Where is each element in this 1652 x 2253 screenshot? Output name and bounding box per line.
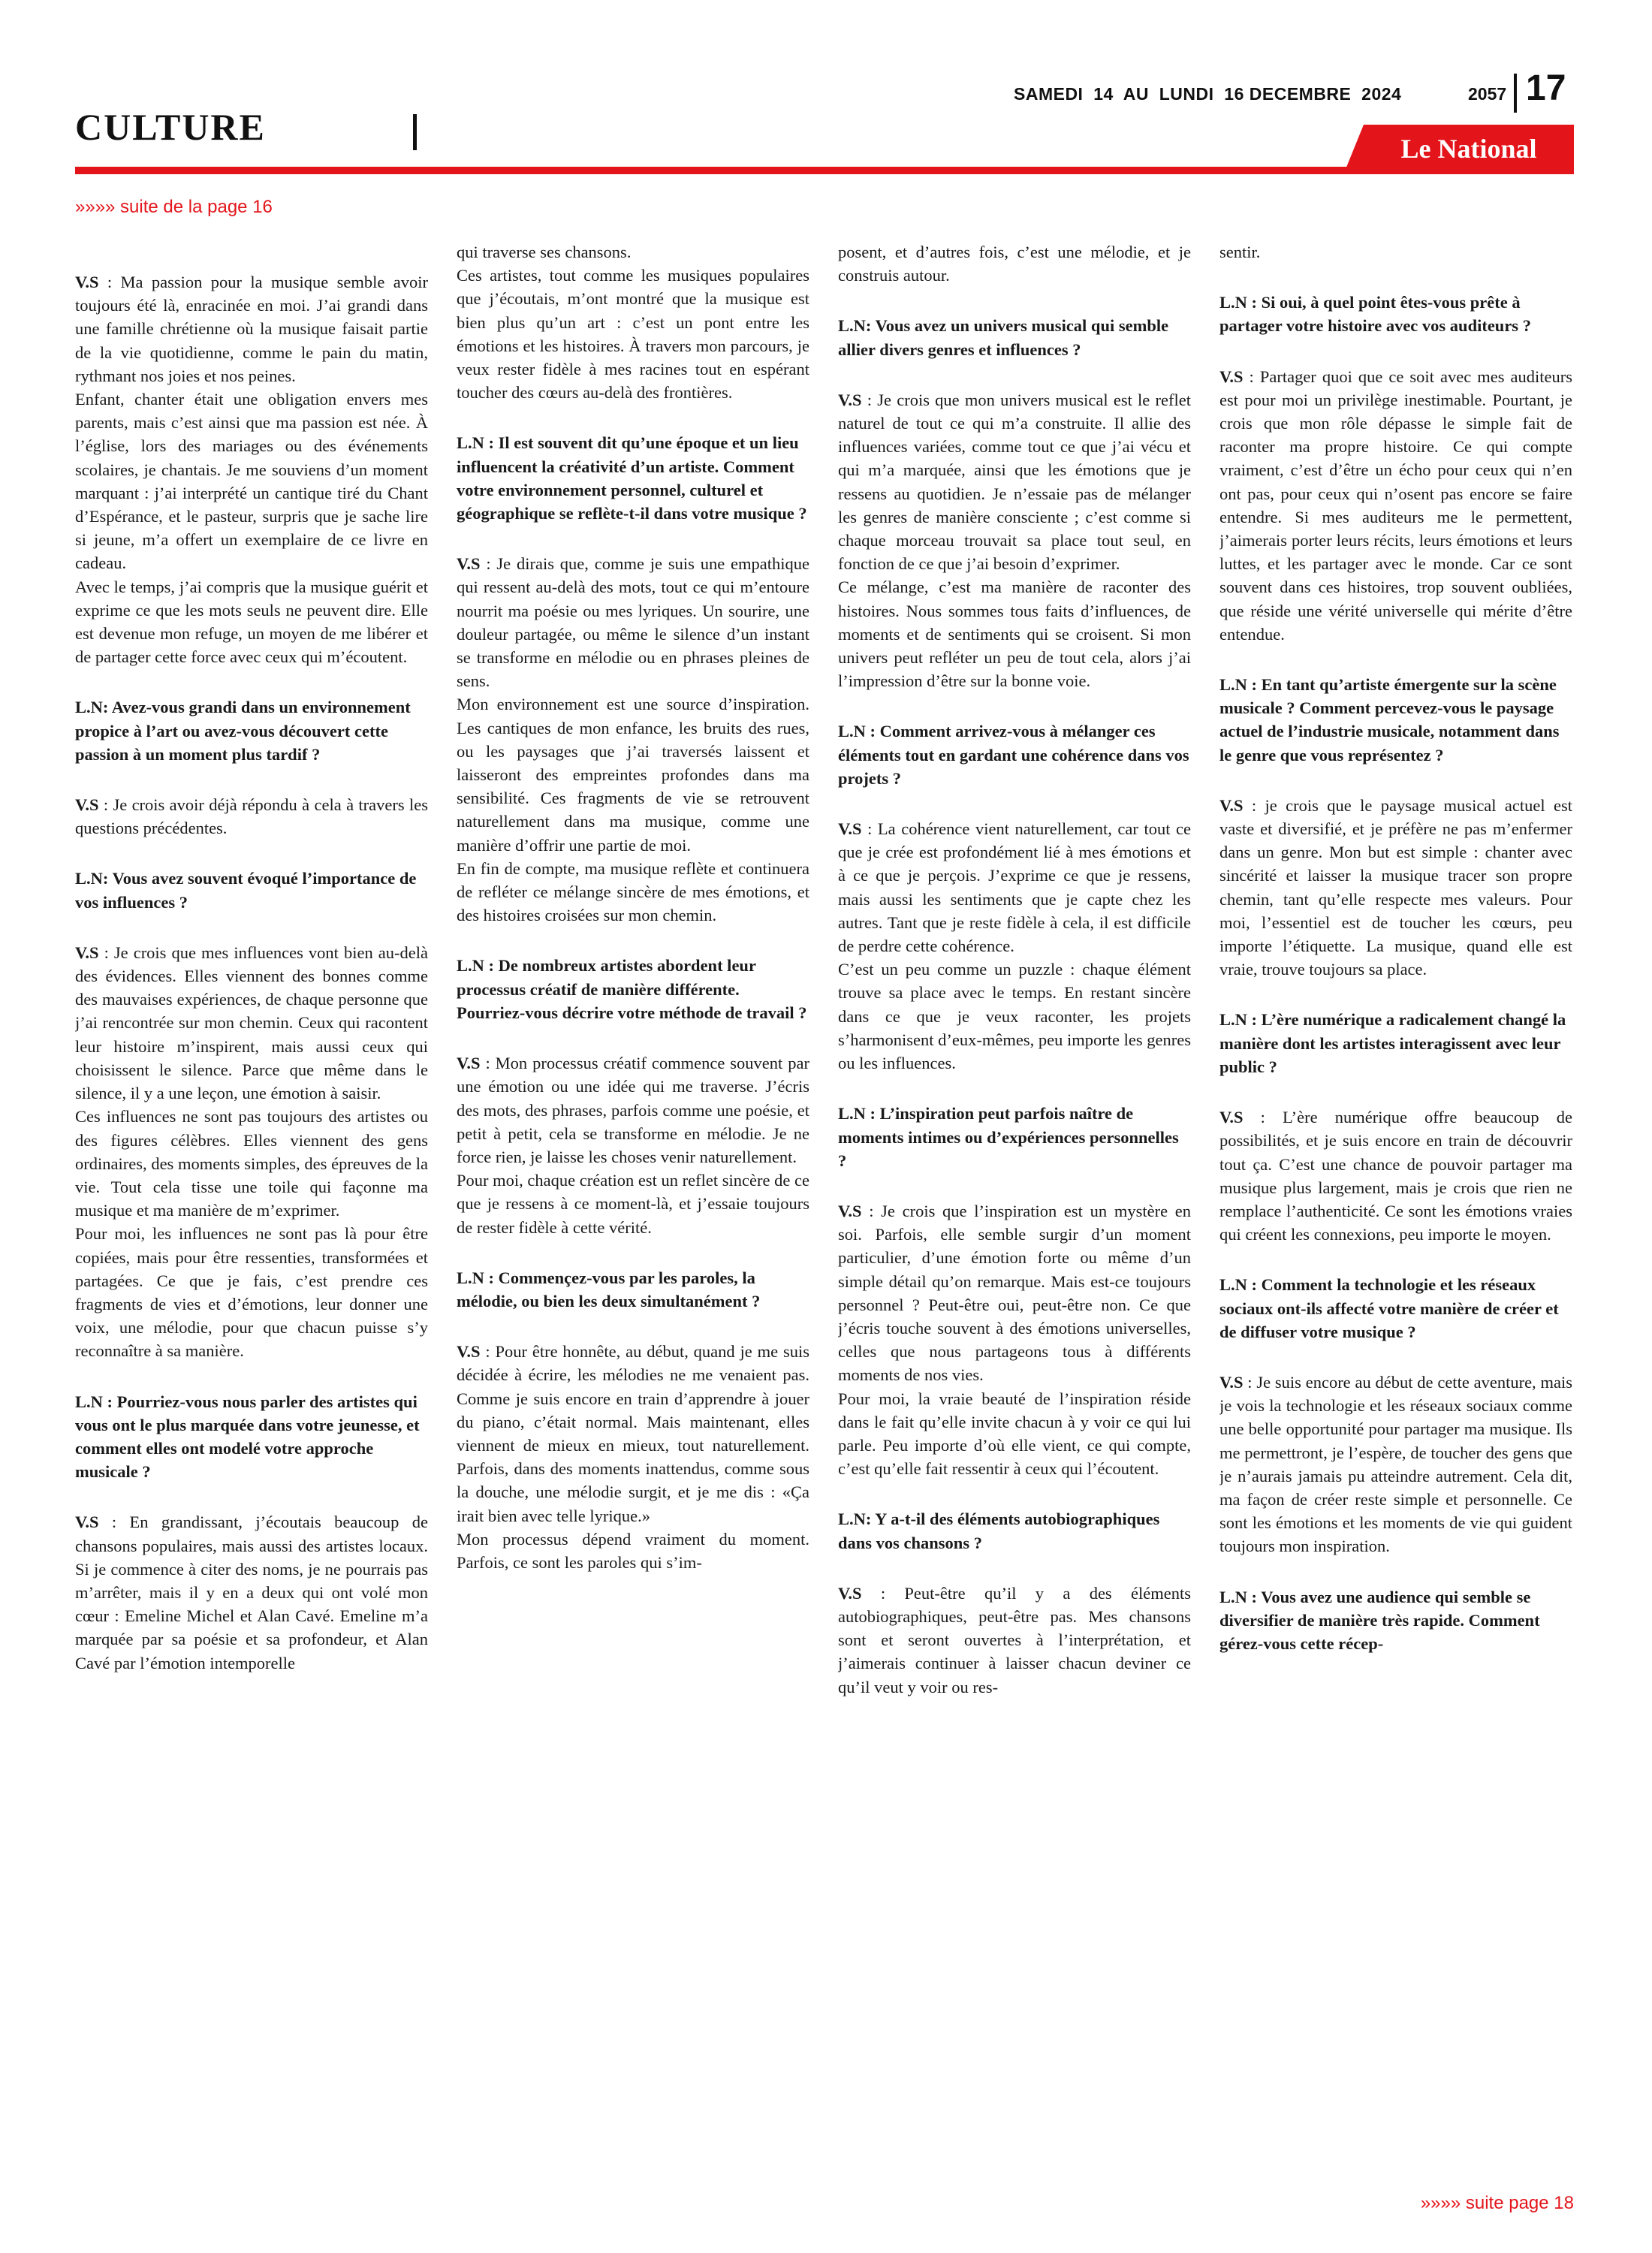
speaker-label: V.S xyxy=(838,1201,862,1220)
speaker-label: V.S xyxy=(75,273,99,291)
speaker-label: V.S xyxy=(75,943,99,962)
continued-from-link[interactable]: »»»» suite de la page 16 xyxy=(75,197,273,217)
answer-text: Je dirais que, comme je suis une empathique qui ressent au-delà des mots, tout ce qui m’entoure nourrit ma poésie ou mes lyriques. Un sourire, une douleur partagée, ou même le silence d’un instant se transforme en mélodie ou en phrases pleines de sens. xyxy=(457,554,809,691)
answer-text: Je crois avoir déjà répondu à cela à travers les questions précédentes. xyxy=(75,795,428,838)
speaker-label: V.S xyxy=(1219,366,1244,386)
answer-text: Je suis encore au début de cette aventure, mais je vois la technologie et les réseaux sociaux comme une belle opportunité pour partager ma musique. Ils me permettront, je l’espère, de toucher des gens que je n’aurais jamais pu atteindre autrement. Cela dit, ma façon de créer reste simple et personnelle. Ce sont les émotions et les moments de vie qui guident toujours mon inspiration. xyxy=(1219,1372,1572,1556)
header-rule xyxy=(75,167,1574,174)
interview-question: L.N : Vous avez une audience qui semble se diversifier de manière très rapide. Comment gérez-vous cette récep- xyxy=(1219,1587,1540,1653)
interview-question: L.N : Il est souvent dit qu’une époque et un lieu influencent la créativité d’un artiste. Comment votre environnement personnel, culturel et géographique se reflète-t-il dans votre musique ? xyxy=(457,433,807,523)
article-paragraph: Mon environnement est une source d’inspiration. Les cantiques de mon enfance, les bruits des rues, ou les paysages que j’ai traversés laissent et laisseront des empreintes profondes dans ma sensibilité. Ces fragments de vie se retrouvent naturellement dans ma musique, comme une manière d’offrir une partie de moi. xyxy=(457,695,809,855)
speaker-separator: : xyxy=(98,273,121,291)
issue-date: SAMEDI 14 AU LUNDI 16 DECEMBRE 2024 xyxy=(1014,84,1402,104)
speaker-separator: : xyxy=(480,1342,496,1362)
speaker-separator: : xyxy=(1243,1372,1257,1392)
interview-answer xyxy=(838,388,1191,576)
answer-text: Partager quoi que ce soit avec mes auditeurs est pour moi un privilège inestimable. Pourtant, je crois que mon rôle dépasse le simple fait de raconter ma propre histoire. Ce qui compte vraiment, c’est d’être un écho pour ceux qui n’en ont pas, pour ceux qui n’osent pas encore se faire entendre. Si mes auditeurs me le permettent, j’aimerais porter leurs récits, leurs émotions et leurs luttes, et les partager avec le monde. Car ce sont souvent dans ces histoires, trop souvent oubliées, que réside une vérité universelle qui mérite d’être entendue. xyxy=(1219,366,1572,644)
article-paragraph: Pour moi, chaque création est un reflet sincère de ce que je ressens à ce moment-là, et j’essaie toujours de rester fidèle à cette vérité. xyxy=(457,1171,809,1237)
section-title: CULTURE xyxy=(75,106,266,148)
article-column-4 xyxy=(1219,240,1572,2185)
article-paragraph: En fin de compte, ma musique reflète et continuera de refléter ce mélange sincère de mes émotions, et des histoires croisées sur mon chemin. xyxy=(457,858,809,925)
issue-number: 2057 xyxy=(1468,84,1507,104)
interview-question: L.N: Vous avez souvent évoqué l’importance de vos influences ? xyxy=(75,869,417,912)
answer-text: L’ère numérique offre beaucoup de possibilités, et je suis encore en train de découvrir tout ça. C’est une chance de pouvoir partager ma musique plus largement, mais je crois que rien ne remplace l’authenticité. Ce sont les émotions vraies qui créent les connexions, peu importe le moyen. xyxy=(1219,1108,1572,1244)
newspaper-logo: Le National xyxy=(1400,134,1537,164)
speaker-separator: : xyxy=(480,554,497,574)
article-paragraph: Ces influences ne sont pas toujours des artistes ou des figures célèbres. Elles viennent des gens ordinaires, des moments simples, des épreuves de la vie. Tout cela tisse une toile qui façonne ma musique et ma manière de m’exprimer. xyxy=(75,1107,428,1220)
interview-answer xyxy=(838,817,1191,958)
page-number: 17 xyxy=(1526,68,1566,108)
continued-to-link[interactable]: »»»» suite page 18 xyxy=(1420,2193,1574,2213)
interview-question: L.N : De nombreux artistes abordent leur processus créatif de manière différente. Pourriez-vous décrire votre méthode de travail ? xyxy=(457,956,807,1022)
speaker-label: V.S xyxy=(1219,1372,1244,1392)
article-paragraph: posent, et d’autres fois, c’est une mélodie, et je construis autour. xyxy=(838,243,1191,285)
speaker-separator: : xyxy=(98,795,113,815)
interview-answer xyxy=(75,941,428,1105)
interview-question: L.N: Y a-t-il des éléments autobiographiques dans vos chansons ? xyxy=(838,1510,1160,1552)
speaker-separator: : xyxy=(861,390,878,409)
article-paragraph: C’est un peu comme un puzzle : chaque élément trouve sa place avec le temps. En restant sincère dans ce que je veux raconter, les projets s’harmonisent d’eux-mêmes, peu importe les genres ou les influences. xyxy=(838,960,1191,1073)
article-paragraph: qui traverse ses chansons. xyxy=(457,243,632,261)
interview-question: L.N : En tant qu’artiste émergente sur la scène musicale ? Comment percevez-vous le paysage actuel de l’industrie musicale, notamment dans le genre que vous représentez ? xyxy=(1219,675,1560,765)
speaker-separator: : xyxy=(98,1513,130,1532)
article-paragraph: Pour moi, la vraie beauté de l’inspiration réside dans le fait qu’elle invite chacun à y voir ce qui lui parle. Peu importe d’où elle vient, ce qui compte, c’est qu’elle fait ressentir à ceux qui l’écoutent. xyxy=(838,1389,1191,1479)
answer-text: Pour être honnête, au début, quand je me suis décidée à écrire, les mélodies ne me venaient pas. Comme je suis encore en train d’apprendre à jouer du piano, c’était normal. Mais maintenant, elles viennent de mieux en mieux, tout naturellement. Parfois, dans des moments inattendus, comme sous la douche, une mélodie surgit, et je me dis : «Ça irait bien avec telle lyrique.» xyxy=(457,1342,809,1525)
answer-text: Je crois que mon univers musical est le reflet naturel de tout ce qui m’a construite. Il allie des influences variées, comme tout ce que j’ai vécu et qui m’a marquée, ainsi que les émotions que je ressens au quotidien. Je n’essaie pas de mélanger les genres de manière consciente ; c’est comme si chaque morceau trouvait sa place tout seul, en fonction de ce que j’ai besoin d’exprimer. xyxy=(838,390,1191,574)
speaker-label: V.S xyxy=(838,819,862,839)
article-paragraph: Mon processus dépend vraiment du moment. Parfois, ce sont les paroles qui s’im- xyxy=(457,1529,809,1572)
interview-question: L.N : Comment arrivez-vous à mélanger ces éléments tout en gardant une cohérence dans vos projets ? xyxy=(838,722,1189,788)
article-paragraph: Avec le temps, j’ai compris que la musique guérit et exprime ce que les mots seuls ne peuvent dire. Elle est devenue mon refuge, un moyen de me libérer et de partager cette force avec ceux qui m’écoutent. xyxy=(75,577,428,667)
speaker-label: V.S xyxy=(457,1054,481,1073)
interview-question: L.N: Avez-vous grandi dans un environnement propice à l’art ou avez-vous découvert cette passion à un moment plus tardif ? xyxy=(75,698,411,764)
article-paragraph: Ce mélange, c’est ma manière de raconter des histoires. Nous sommes tous faits d’influences, de moments et de sentiments qui se croisent. Si mon univers peut refléter un peu de tout cela, alors j’ai l’impression d’être sur la bonne voie. xyxy=(838,578,1191,691)
answer-text: La cohérence vient naturellement, car tout ce que je crée est profondément lié à mes émotions et à ce que je perçois. J’exprime ce que je ressens, mais aussi les sentiments que je capte chez les autres. Tant que je reste fidèle à cela, il est difficile de perdre cette cohérence. xyxy=(838,819,1191,956)
article-paragraph: sentir. xyxy=(1219,243,1261,261)
article-paragraph: Enfant, chanter était une obligation envers mes parents, mais c’est ainsi que ma passion est née. À l’église, lors des mariages ou des événements scolaires, je chantais. Je me souviens d’un moment marquant : j’ai interprété un cantique tiré du Chant d’Espérance, et le pasteur, surpris que je sache lire si jeune, m’a offert un exemplaire de ce livre en cadeau. xyxy=(75,390,428,573)
interview-question: L.N : Pourriez-vous nous parler des artistes qui vous ont le plus marquée dans votre jeunesse, et comment elles ont modelé votre approche musicale ? xyxy=(75,1392,420,1482)
speaker-label: V.S xyxy=(1219,795,1244,815)
page-header xyxy=(0,0,1652,195)
speaker-label: V.S xyxy=(75,795,99,815)
speaker-label: V.S xyxy=(1219,1108,1244,1127)
speaker-separator: : xyxy=(861,1583,905,1603)
answer-text: En grandissant, j’écoutais beaucoup de chansons populaires, mais aussi des artistes locaux. Si je commence à citer des noms, je ne pourrais pas m’arrêter, mais il y en a deux qui ont volé mon cœur : Emeline Michel et Alan Cavé. Emeline m’a marquée par sa poésie et sa profondeur, et Alan Cavé par l’émotion intemporelle xyxy=(75,1513,428,1672)
speaker-separator: : xyxy=(1243,1108,1283,1127)
interview-answer xyxy=(75,1510,428,1674)
interview-question: L.N: Vous avez un univers musical qui semble allier divers genres et influences ? xyxy=(838,316,1169,359)
interview-question: L.N : Comment la technologie et les réseaux sociaux ont-ils affecté votre manière de créer et de diffuser votre musique ? xyxy=(1219,1275,1559,1341)
interview-answer xyxy=(1219,794,1572,982)
interview-question: L.N : L’ère numérique a radicalement changé la manière dont les artistes interagissent avec leur public ? xyxy=(1219,1010,1566,1076)
interview-question: L.N : L’inspiration peut parfois naître de moments intimes ou d’expériences personnelles ? xyxy=(838,1104,1179,1170)
article-column-2 xyxy=(457,240,809,2185)
article-column-1 xyxy=(75,270,428,2215)
speaker-separator: : xyxy=(1243,366,1260,386)
speaker-separator: : xyxy=(1243,795,1265,815)
interview-answer xyxy=(1219,1105,1572,1246)
interview-answer xyxy=(1219,1371,1572,1558)
answer-text: Peut-être qu’il y a des éléments autobiographiques, peut-être pas. Mes chansons sont et seront ouvertes à l’interprétation, et j’aimerais continuer à laisser chacun deviner ce qu’il veut y voir ou res- xyxy=(838,1583,1191,1697)
speaker-label: V.S xyxy=(457,554,481,574)
interview-answer xyxy=(75,793,428,840)
section-divider xyxy=(413,114,417,150)
speaker-label: V.S xyxy=(838,390,862,409)
answer-text: Je crois que mes influences vont bien au-delà des évidences. Elles viennent des bonnes comme des mauvaises expériences, de chaque personne que j’ai rencontrée sur mon chemin. Ceux qui racontent leur histoire m’inspirent, mais aussi ceux qui choisissent le silence. Parce que même dans le silence, il y a une leçon, une émotion à saisir. xyxy=(75,943,428,1103)
interview-answer xyxy=(457,552,809,692)
speaker-separator: : xyxy=(861,1201,882,1220)
answer-text: Je crois que l’inspiration est un mystère en soi. Parfois, elle semble surgir d’un moment particulier, d’une émotion forte ou même d’un simple détail qu’on remarque. Mais est-ce toujours personnel ? Peut-être oui, peut-être non. Ce que j’écris touche souvent à des émotions universelles, celles que nous partageons tous à différents moments de nos vies. xyxy=(838,1201,1191,1385)
speaker-separator: : xyxy=(98,943,114,962)
speaker-label: V.S xyxy=(838,1583,862,1603)
article-paragraph: Pour moi, les influences ne sont pas là pour être copiées, mais pour être ressenties, transformées et partagées. Ce que je fais, c’est prendre ces fragments de vies et d’émotions, leur donner une voix, une mélodie, pour que chacun puisse s’y reconnaître à sa manière. xyxy=(75,1224,428,1361)
interview-question: L.N : Si oui, à quel point êtes-vous prête à partager votre histoire avec vos auditeurs ? xyxy=(1219,293,1531,336)
speaker-label: V.S xyxy=(457,1342,481,1362)
answer-text: je crois que le paysage musical actuel est vaste et diversifié, et je préfère ne pas m’enfermer dans un genre. Mon but est simple : chanter avec sincérité et laisser la musique tracer son propre chemin, tant qu’elle respecte mes valeurs. Pour moi, l’essentiel est de toucher les cœurs, peu importe l’étiquette. La musique, quand elle est vraie, trouve toujours sa place. xyxy=(1219,795,1572,979)
interview-answer xyxy=(75,270,428,388)
interview-answer xyxy=(457,1340,809,1528)
interview-question: L.N : Commençez-vous par les paroles, la mélodie, ou bien les deux simultanément ? xyxy=(457,1268,761,1310)
page-number-divider xyxy=(1514,74,1517,113)
interview-answer xyxy=(1219,365,1572,646)
speaker-label: V.S xyxy=(75,1513,99,1532)
speaker-separator: : xyxy=(861,819,878,839)
interview-answer xyxy=(457,1051,809,1169)
article-paragraph: Ces artistes, tout comme les musiques populaires que j’écoutais, m’ont montré que la musique est bien plus qu’un art : c’est un pont entre les émotions et les histoires. À travers mon parcours, je veux rester fidèle à mes racines tout en espérant toucher des cœurs au-delà des frontières. xyxy=(457,266,809,403)
answer-text: Mon processus créatif commence souvent par une émotion ou une idée qui me traverse. J’écris des mots, des phrases, parfois comme une poésie, et petit à petit, cela se transforme en mélodie. Je ne force rien, je laisse les choses venir naturellement. xyxy=(457,1054,809,1166)
interview-answer xyxy=(838,1582,1191,1699)
answer-text: Ma passion pour la musique semble avoir toujours été là, enracinée en moi. J’ai grandi dans une famille chrétienne où la musique faisait partie de la vie quotidienne, comme le pain du matin, rythmant nos joies et nos peines. xyxy=(75,273,428,385)
interview-answer xyxy=(838,1199,1191,1387)
article-column-3 xyxy=(838,240,1191,2185)
speaker-separator: : xyxy=(480,1054,496,1073)
